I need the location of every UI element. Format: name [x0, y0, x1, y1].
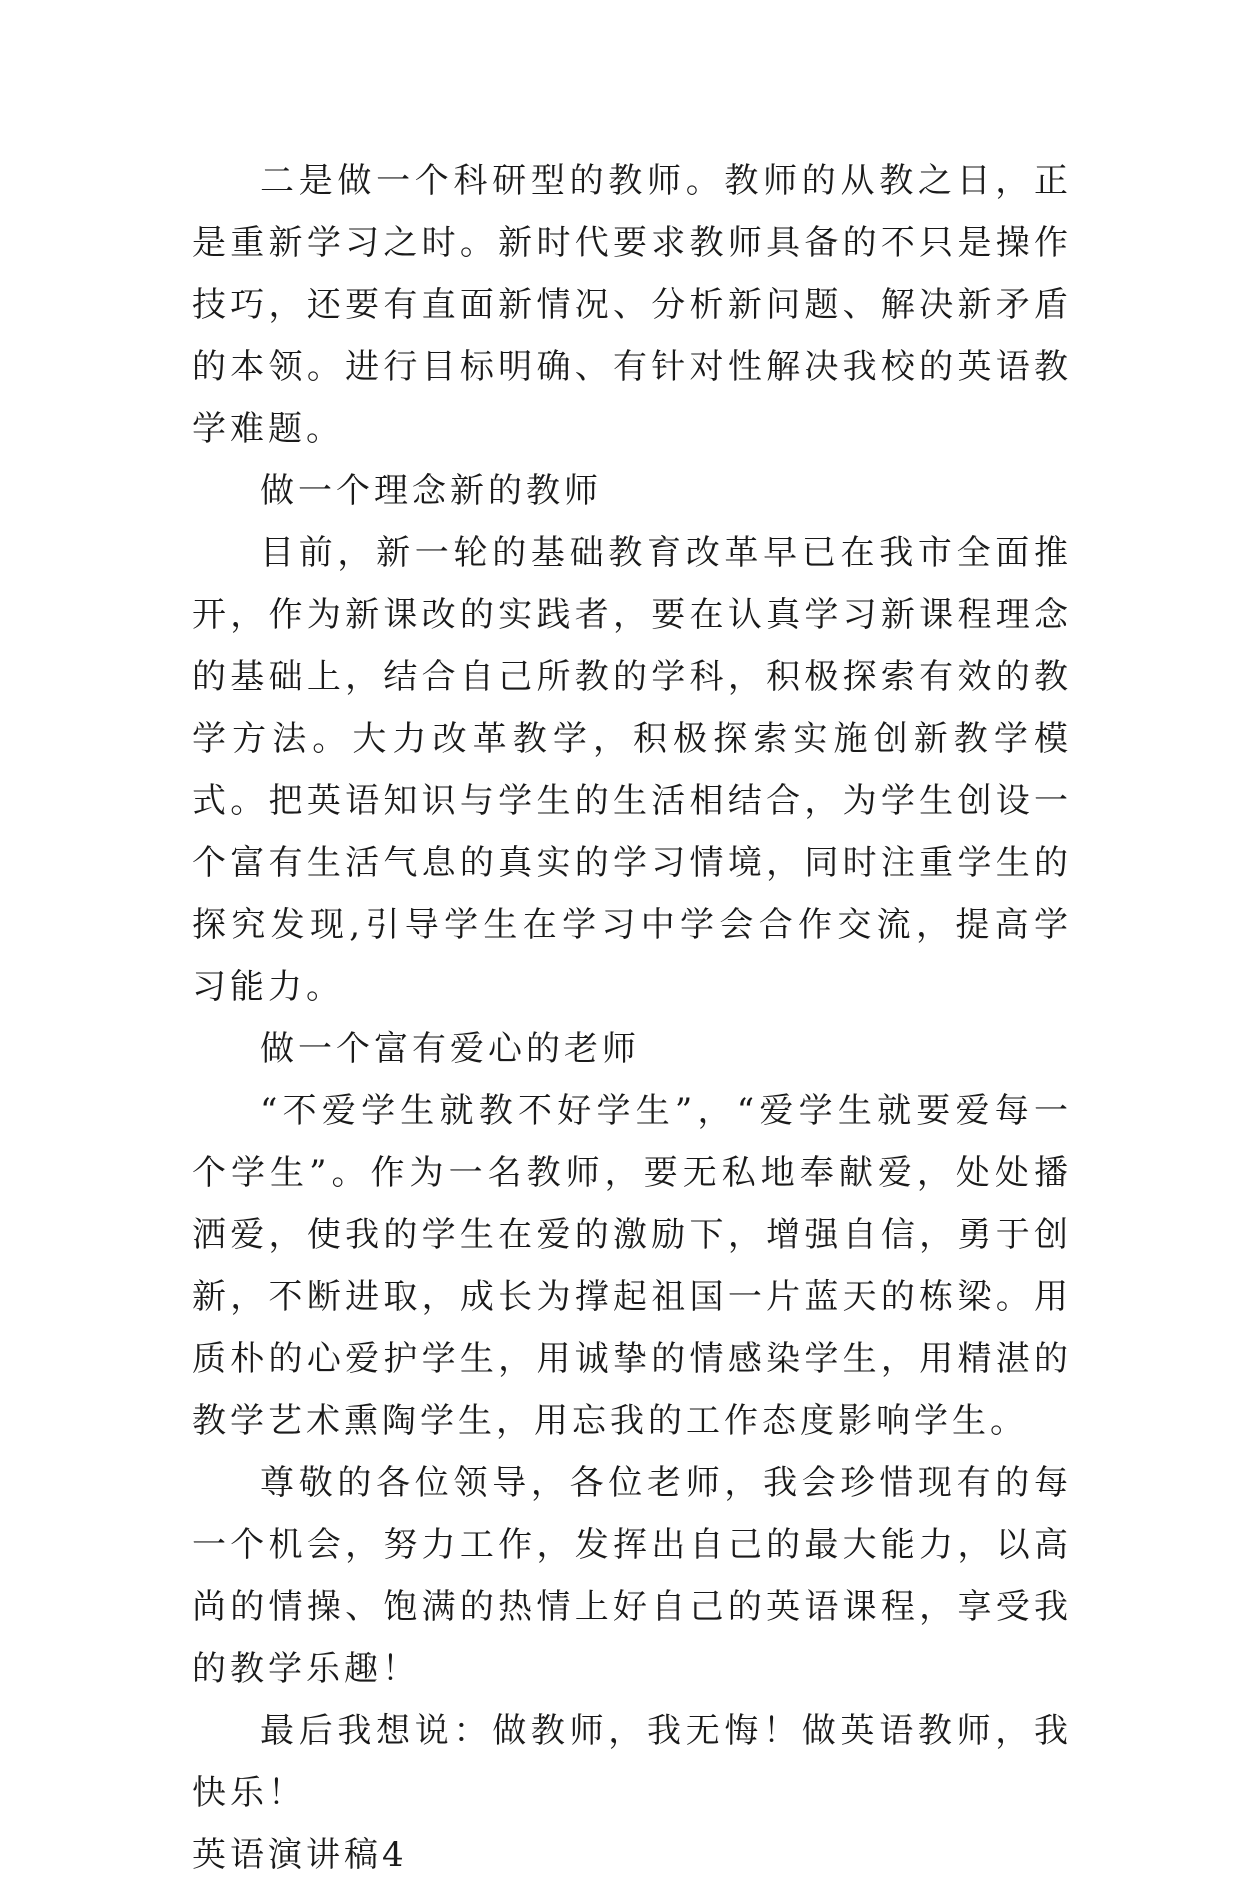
paragraph-commitment: 尊敬的各位领导，各位老师，我会珍惜现有的每一个机会，努力工作，发挥出自己的最大能力，以高尚的情操、饱满的热情上好自己的英语课程，享受我的教学乐趣！: [192, 1463, 1072, 1689]
paragraph-love-students: “不爱学生就教不好学生”，“爱学生就要爱每一个学生”。作为一名教师，要无私地奉献爱，处处播洒爱，使我的学生在爱的激励下，增强自信，勇于创新，不断进取，成长为撑起祖国一片蓝天的栋梁。用质朴的心爱护学生，用诚挚的情感染学生，用精湛的教学艺术熏陶学生，用忘我的工作态度影响学生。: [192, 1091, 1072, 1441]
paragraph-curriculum-reform: 目前，新一轮的基础教育改革早已在我市全面推开，作为新课改的实践者，要在认真学习新课程理念的基础上，结合自己所教的学科，积极探索有效的教学方法。大力改革教学，积极探索实施创新教学模式。把英语知识与学生的生活相结合，为学生创设一个富有生活气息的真实的学习情境，同时注重学生的探究发现,引导学生在学习中学会合作交流，提高学习能力。: [192, 533, 1072, 1007]
document-body: [192, 150, 1072, 1886]
next-section-title: 英语演讲稿4: [192, 1835, 408, 1875]
paragraph-closing: 最后我想说：做教师，我无悔！做英语教师，我快乐！: [192, 1711, 1072, 1813]
heading-new-concept-teacher: 做一个理念新的教师: [260, 471, 602, 511]
heading-caring-teacher: 做一个富有爱心的老师: [260, 1029, 640, 1069]
paragraph-researcher-teacher: 二是做一个科研型的教师。教师的从教之日，正是重新学习之时。新时代要求教师具备的不只是操作技巧，还要有直面新情况、分析新问题、解决新矛盾的本领。进行目标明确、有针对性解决我校的英语教学难题。: [192, 161, 1072, 449]
